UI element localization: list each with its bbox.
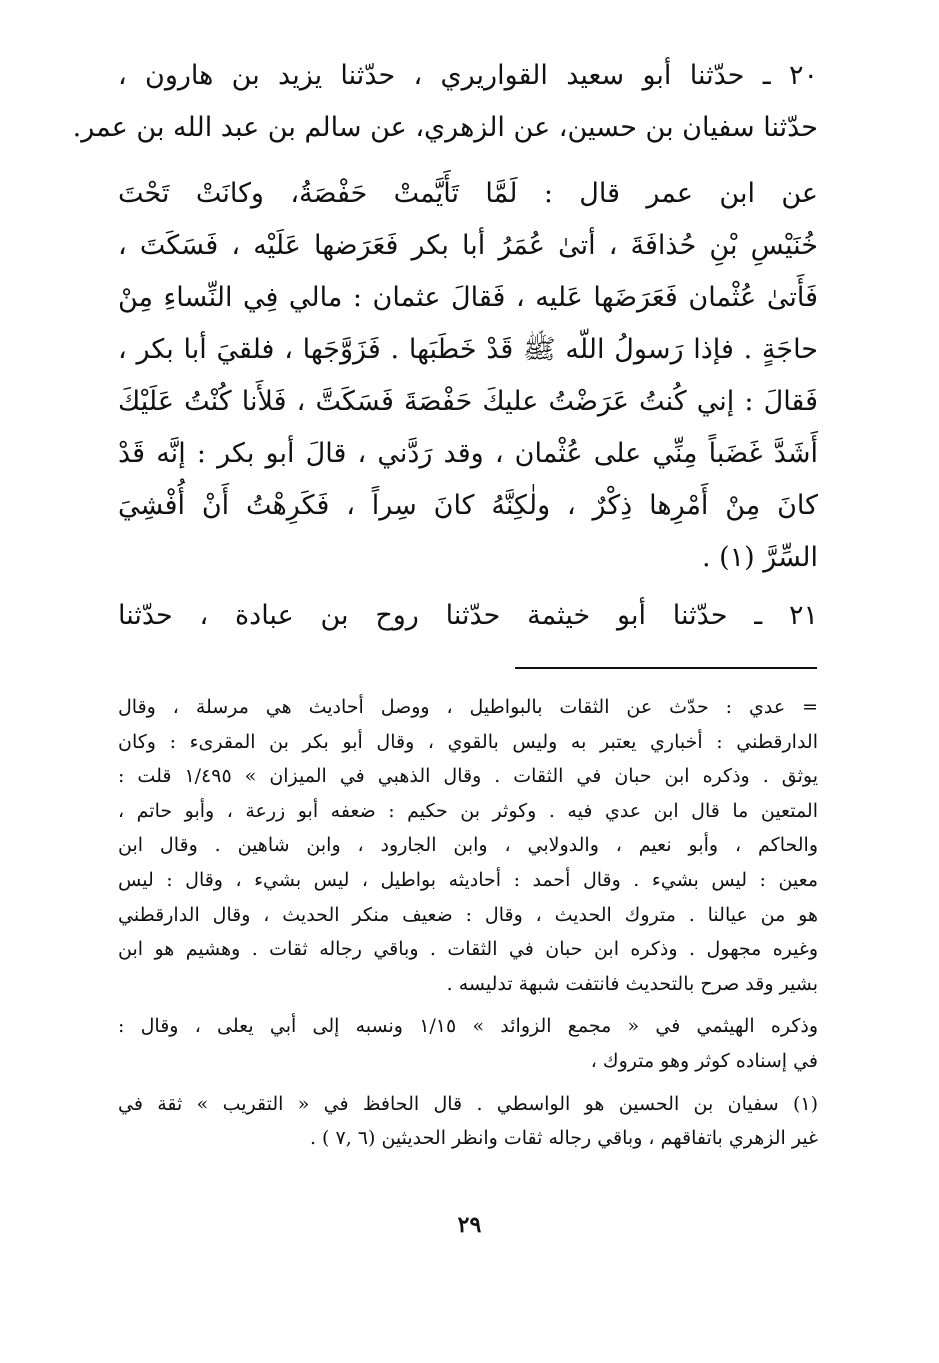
footnote-divider — [515, 667, 817, 669]
footnote-cont-line-1: = عدي : حدّث عن الثقات بالبواطيل ، ووصل أحاديث هي مرسلة ، وقال — [118, 696, 818, 718]
matn-line-4: حاجَةٍ . فإذا رَسولُ اللّه ﷺ قَدْ خَطَبَها . فَزَوَّجَها ، فلقيَ أبا بكر ، — [118, 334, 818, 365]
footnote-1-line-1: (١) سفيان بن الحسين هو الواسطي . قال الحافظ في « التقريب » ثقة في — [118, 1092, 818, 1115]
footnote-cont-line-6: معين : ليس بشيء . وقال أحمد : أحاديثه بواطيل ، ليس بشيء ، وقال : ليس — [118, 868, 818, 891]
hadith-20-line-2: حدّثنا سفيان بن حسين، عن الزهري، عن سالم بن عبد الله بن عمر. — [72, 112, 818, 143]
footnotes — [118, 690, 818, 1156]
matn-line-5: فَقالَ : إني كُنتُ عَرَضْتُ عليكَ حَفْصَةَ فَسَكَتَّ ، فَلأَنا كُنْتُ عَلَيْكَ — [118, 386, 818, 417]
footnote-haythami-line-1: وذكره الهيثمي في « مجمع الزوائد » ١/١٥ ونسبه إلى أبي يعلى ، وقال : — [118, 1015, 818, 1038]
matn-line-8: السِّرَّ (١) . — [701, 542, 818, 573]
main-text — [72, 50, 818, 642]
footnote-cont-line-4: المتعين ما قال ابن عدي فيه . وكوثر بن حكيم : ضعفه أبو زرعة ، وأبو حاتم ، — [118, 799, 818, 822]
footnote-cont-line-7: هو من عيالنا . متروك الحديث ، وقال : ضعيف منكر الحديث ، وقال الدارقطني — [118, 903, 818, 926]
footnote-cont-line-3: يوثق . وذكره ابن حبان في الثقات . وقال الذهبي في الميزان » ١/٤٩٥ قلت : — [118, 765, 818, 788]
matn-line-2: خُنَيْسِ بْنِ حُذافَةَ ، أتىٰ عُمَرُ أبا بكر فَعَرَضها عَلَيْه ، فَسَكَتَ ، — [118, 230, 818, 261]
hadith-20-line-1: ٢٠ ـ حدّثنا أبو سعيد القواريري ، حدّثنا يزيد بن هارون ، — [118, 60, 818, 91]
matn-line-7: كانَ مِنْ أَمْرِها ذِكْرٌ ، ولٰكِنَّهُ كانَ سِراً ، فَكَرِهْتُ أَنْ أُفْشِيَ — [118, 490, 818, 521]
matn-line-6: أَشَدَّ غَضَباً مِنِّي على عُثْمان ، وقد رَدَّني ، قالَ أبو بكر : إنَّه قَدْ — [118, 438, 818, 469]
footnote-cont-line-8: وغيره مجهول . وذكره ابن حبان في الثقات . وباقي رجاله ثقات . وهشيم هو ابن — [118, 938, 818, 961]
footnote-cont-line-5: والحاكم ، وأبو نعيم ، والدولابي ، وابن الجارود ، وابن شاهين . وقال ابن — [118, 834, 818, 857]
footnote-haythami-line-2: في إسناده كوثر وهو متروك ، — [590, 1049, 818, 1072]
hadith-21-line-1: ٢١ ـ حدّثنا أبو خيثمة حدّثنا روح بن عبادة ، حدّثنا — [118, 600, 818, 631]
footnote-1-line-2: غير الزهري باتفاقهم ، وباقي رجاله ثقات وانظر الحديثين (٦ ,٧ ) . — [309, 1127, 818, 1150]
footnote-cont-line-2: الدارقطني : أخباري يعتبر به وليس بالقوي ، وقال أبو بكر بن المقرىء : وكان — [118, 730, 818, 753]
matn-line-3: فَأَتىٰ عُثْمان فَعَرَضَها عَليه ، فَقالَ عثمان : مالي فِي النِّساءِ مِنْ — [118, 282, 818, 313]
matn-line-1: عن ابن عمر قال : لَمَّا تَأَيَّمتْ حَفْصَةُ، وكانَتْ تَحْتَ — [118, 178, 818, 209]
footnote-cont-line-9: بشير وقد صرح بالتحديث فانتفت شبهة تدليسه . — [446, 972, 818, 995]
page-number: ٢٩ — [457, 1212, 482, 1238]
